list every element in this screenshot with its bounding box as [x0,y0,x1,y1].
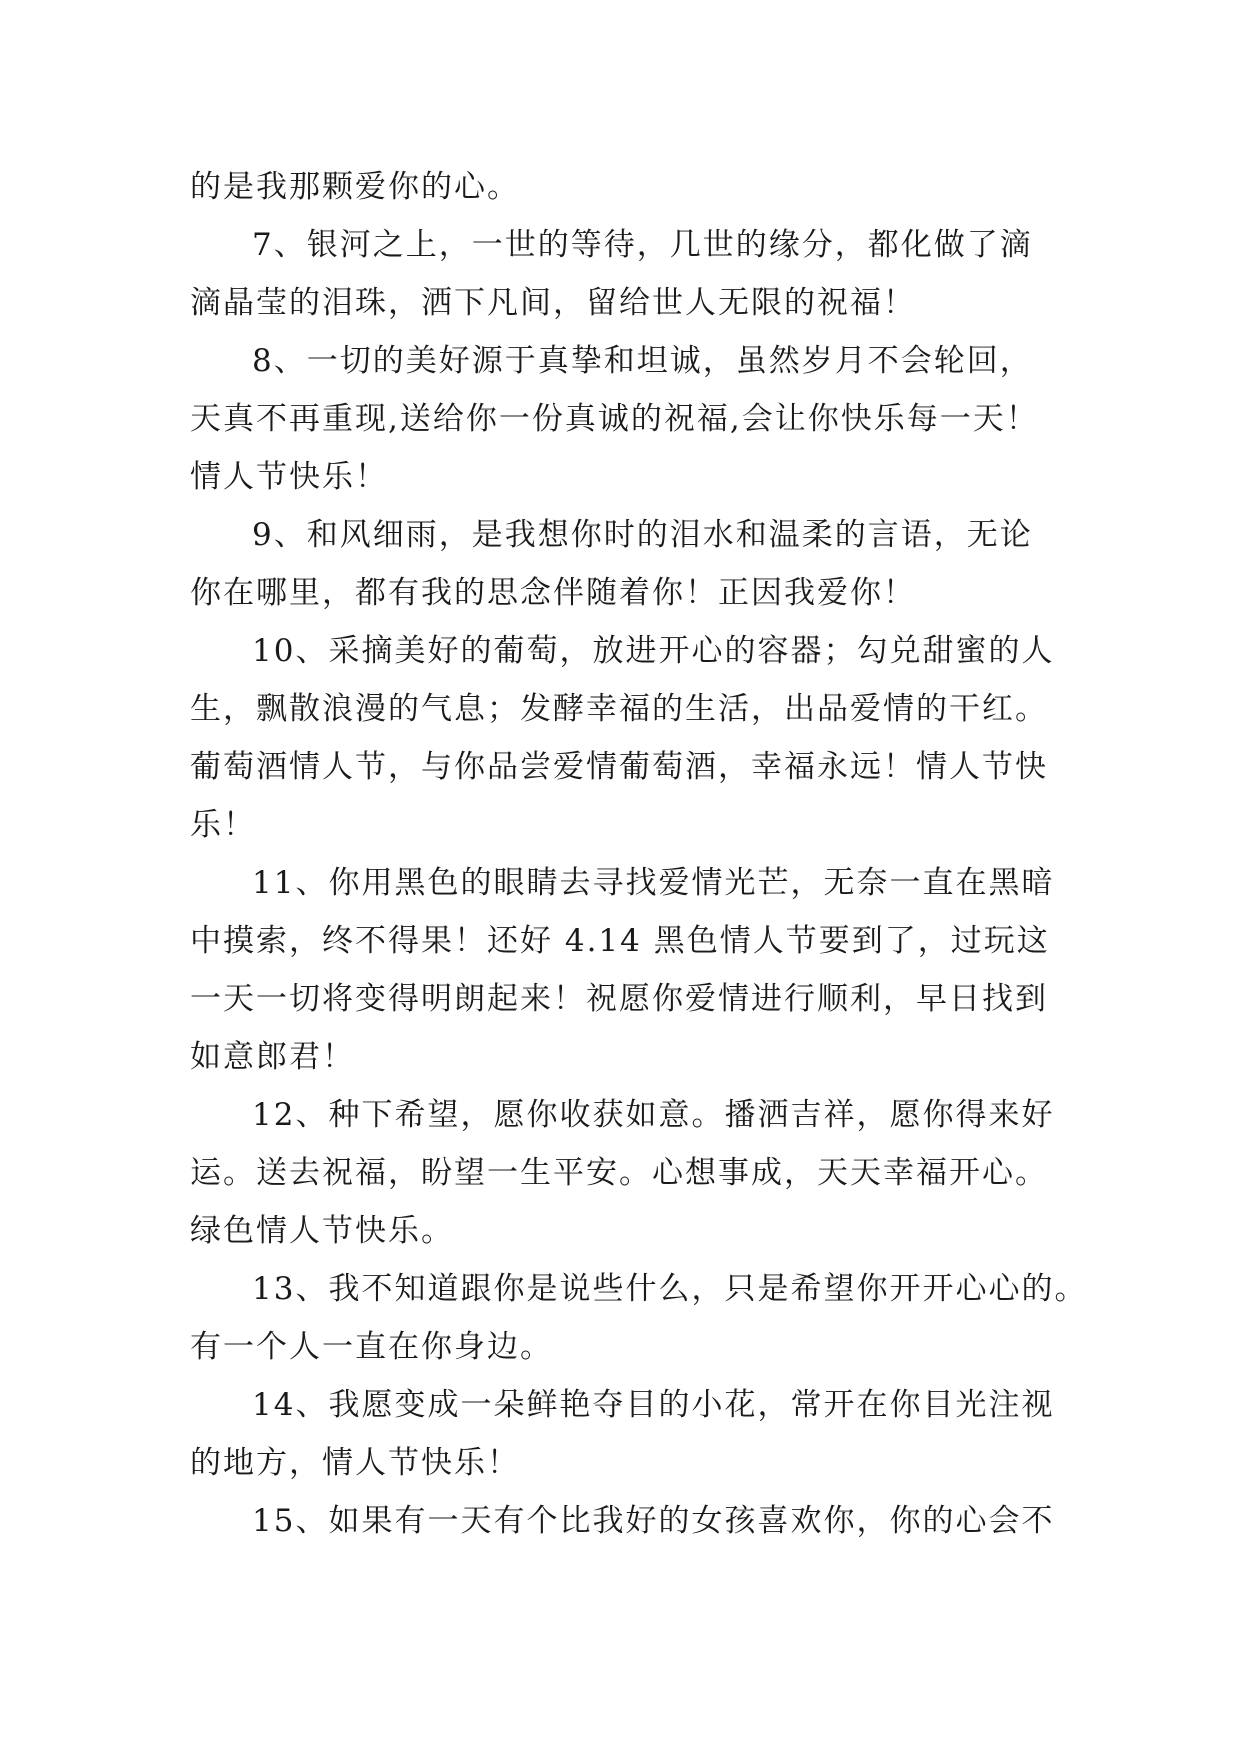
paragraph-14 [190,1376,1060,1492]
text-line: 乐！ [190,807,256,843]
text-line: 天真不再重现,送给你一份真诚的祝福,会让你快乐每一天！ [190,401,1039,437]
text-line: 你在哪里，都有我的思念伴随着你！正因我爱你！ [190,575,916,611]
text-line: 一天一切将变得明朗起来！祝愿你爱情进行顺利，早日找到 [190,981,1048,1017]
text-line: 情人节快乐！ [190,459,388,495]
text-line: 12、种下希望，愿你收获如意。播洒吉祥，愿你得来好 [252,1097,1055,1133]
text-line: 7、银河之上，一世的等待，几世的缘分，都化做了滴 [252,227,1033,263]
text-line: 绿色情人节快乐。 [190,1213,454,1249]
text-line: 运。送去祝福，盼望一生平安。心想事成，天天幸福开心。 [190,1155,1048,1191]
text-line: 14、我愿变成一朵鲜艳夺目的小花，常开在你目光注视 [252,1387,1055,1423]
text-line: 8、一切的美好源于真挚和坦诚，虽然岁月不会轮回， [252,343,1033,379]
text-line: 10、采摘美好的葡萄，放进开心的容器；勾兑甜蜜的人 [252,633,1055,669]
text-line: 中摸索，终不得果！还好 4.14 黑色情人节要到了，过玩这 [190,923,1050,959]
paragraph-9 [190,506,1060,622]
text-line: 生，飘散浪漫的气息；发酵幸福的生活，出品爱情的干红。 [190,691,1048,727]
text-line: 滴晶莹的泪珠，洒下凡间，留给世人无限的祝福！ [190,285,916,321]
text-line: 9、和风细雨，是我想你时的泪水和温柔的言语，无论 [252,517,1033,553]
text-line: 11、你用黑色的眼睛去寻找爱情光芒，无奈一直在黑暗 [252,865,1055,901]
paragraph-13 [190,1260,1088,1376]
text-line: 15、如果有一天有个比我好的女孩喜欢你，你的心会不 [252,1503,1055,1539]
text-line: 的是我那颗爱你的心。 [190,169,520,205]
paragraph-7 [190,216,1060,332]
text-line: 如意郎君！ [190,1039,355,1075]
paragraph-12 [190,1086,1060,1260]
text-line: 13、我不知道跟你是说些什么，只是希望你开开心心的。 [252,1271,1088,1307]
paragraph-15 [190,1492,1060,1550]
text-line: 葡萄酒情人节，与你品尝爱情葡萄酒，幸福永远！情人节快 [190,749,1048,785]
document-body [190,158,1088,1550]
paragraph-11 [190,854,1060,1086]
text-line: 有一个人一直在你身边。 [190,1329,553,1365]
paragraph-8 [190,332,1060,506]
text-line: 的地方，情人节快乐！ [190,1445,520,1481]
paragraph-6-continuation [190,158,1060,216]
paragraph-10 [190,622,1060,854]
